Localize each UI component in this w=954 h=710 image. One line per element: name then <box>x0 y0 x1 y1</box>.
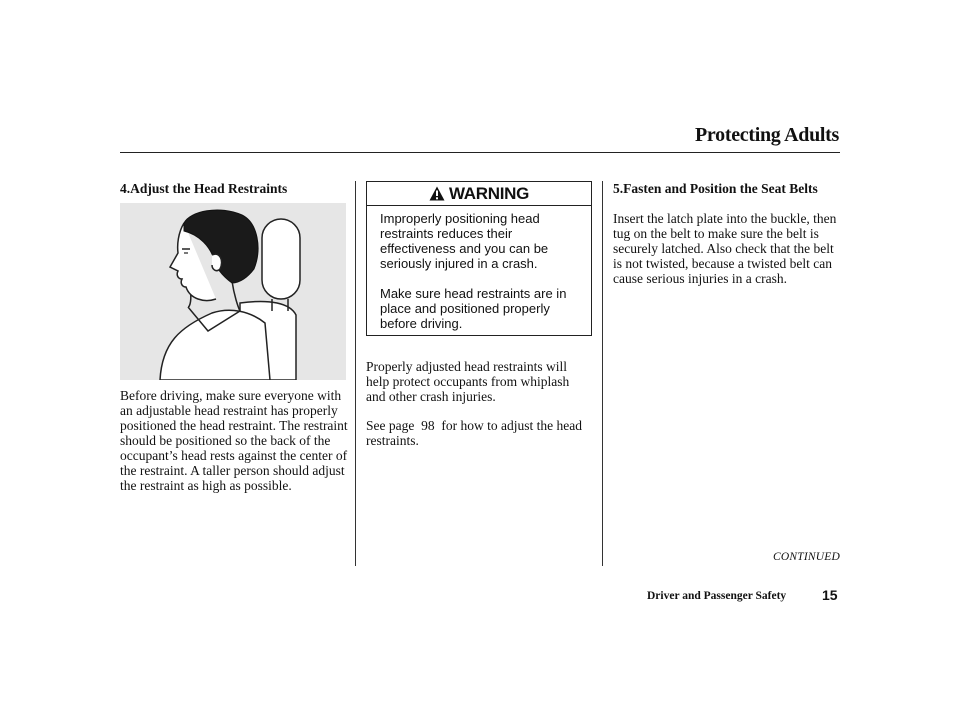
page-number: 15 <box>822 587 838 603</box>
title-rule <box>120 152 840 153</box>
seat-belts-heading-number: 5. <box>613 181 624 196</box>
head-restraints-body: Before driving, make sure everyone with an adjustable head restraint has properly positioned the head restraint. The restraint should be positioned so the back of the occupant’s head rests against the center of the restraint. A taller person should adjust the restraint as high as possible. <box>120 388 348 493</box>
warning-paragraph-2: Make sure head restraints are in place and positioned properly before driving. <box>380 286 567 331</box>
warning-body <box>380 211 585 346</box>
page-reference-text: See page 98 for how to adjust the head restraints. <box>366 418 586 448</box>
head-restraint-drawing <box>120 203 346 380</box>
page-title: Protecting Adults <box>695 124 839 146</box>
warning-label: WARNING <box>448 183 530 203</box>
column-divider-left <box>355 181 356 566</box>
footer-section-title: Driver and Passenger Safety <box>647 590 787 602</box>
section-heading-seat-belts <box>613 181 843 196</box>
head-restraint-illustration <box>120 203 346 380</box>
continued-label: CONTINUED <box>773 551 840 563</box>
seat-belts-body: Insert the latch plate into the buckle, then tug on the belt to make sure the belt is securely latched. Also check that the belt is not twisted, because a twisted belt can cause serious injuries in a crash. <box>613 211 837 286</box>
head-restraints-benefit-text: Properly adjusted head restraints will help protect occupants from whiplash and other crash injuries. <box>366 359 570 404</box>
warning-box <box>366 181 592 336</box>
section-heading-head-restraints: 4.Adjust the Head Restraints <box>120 181 288 196</box>
seat-belts-heading-text: Fasten and Position the Seat Belts <box>623 181 818 196</box>
warning-header <box>367 182 591 206</box>
column-divider-right <box>602 181 603 566</box>
warning-paragraph-1: Improperly positioning head restraints reduces their effectiveness and you can be seriously injured in a crash. <box>380 211 549 271</box>
warning-triangle-icon <box>429 186 445 201</box>
